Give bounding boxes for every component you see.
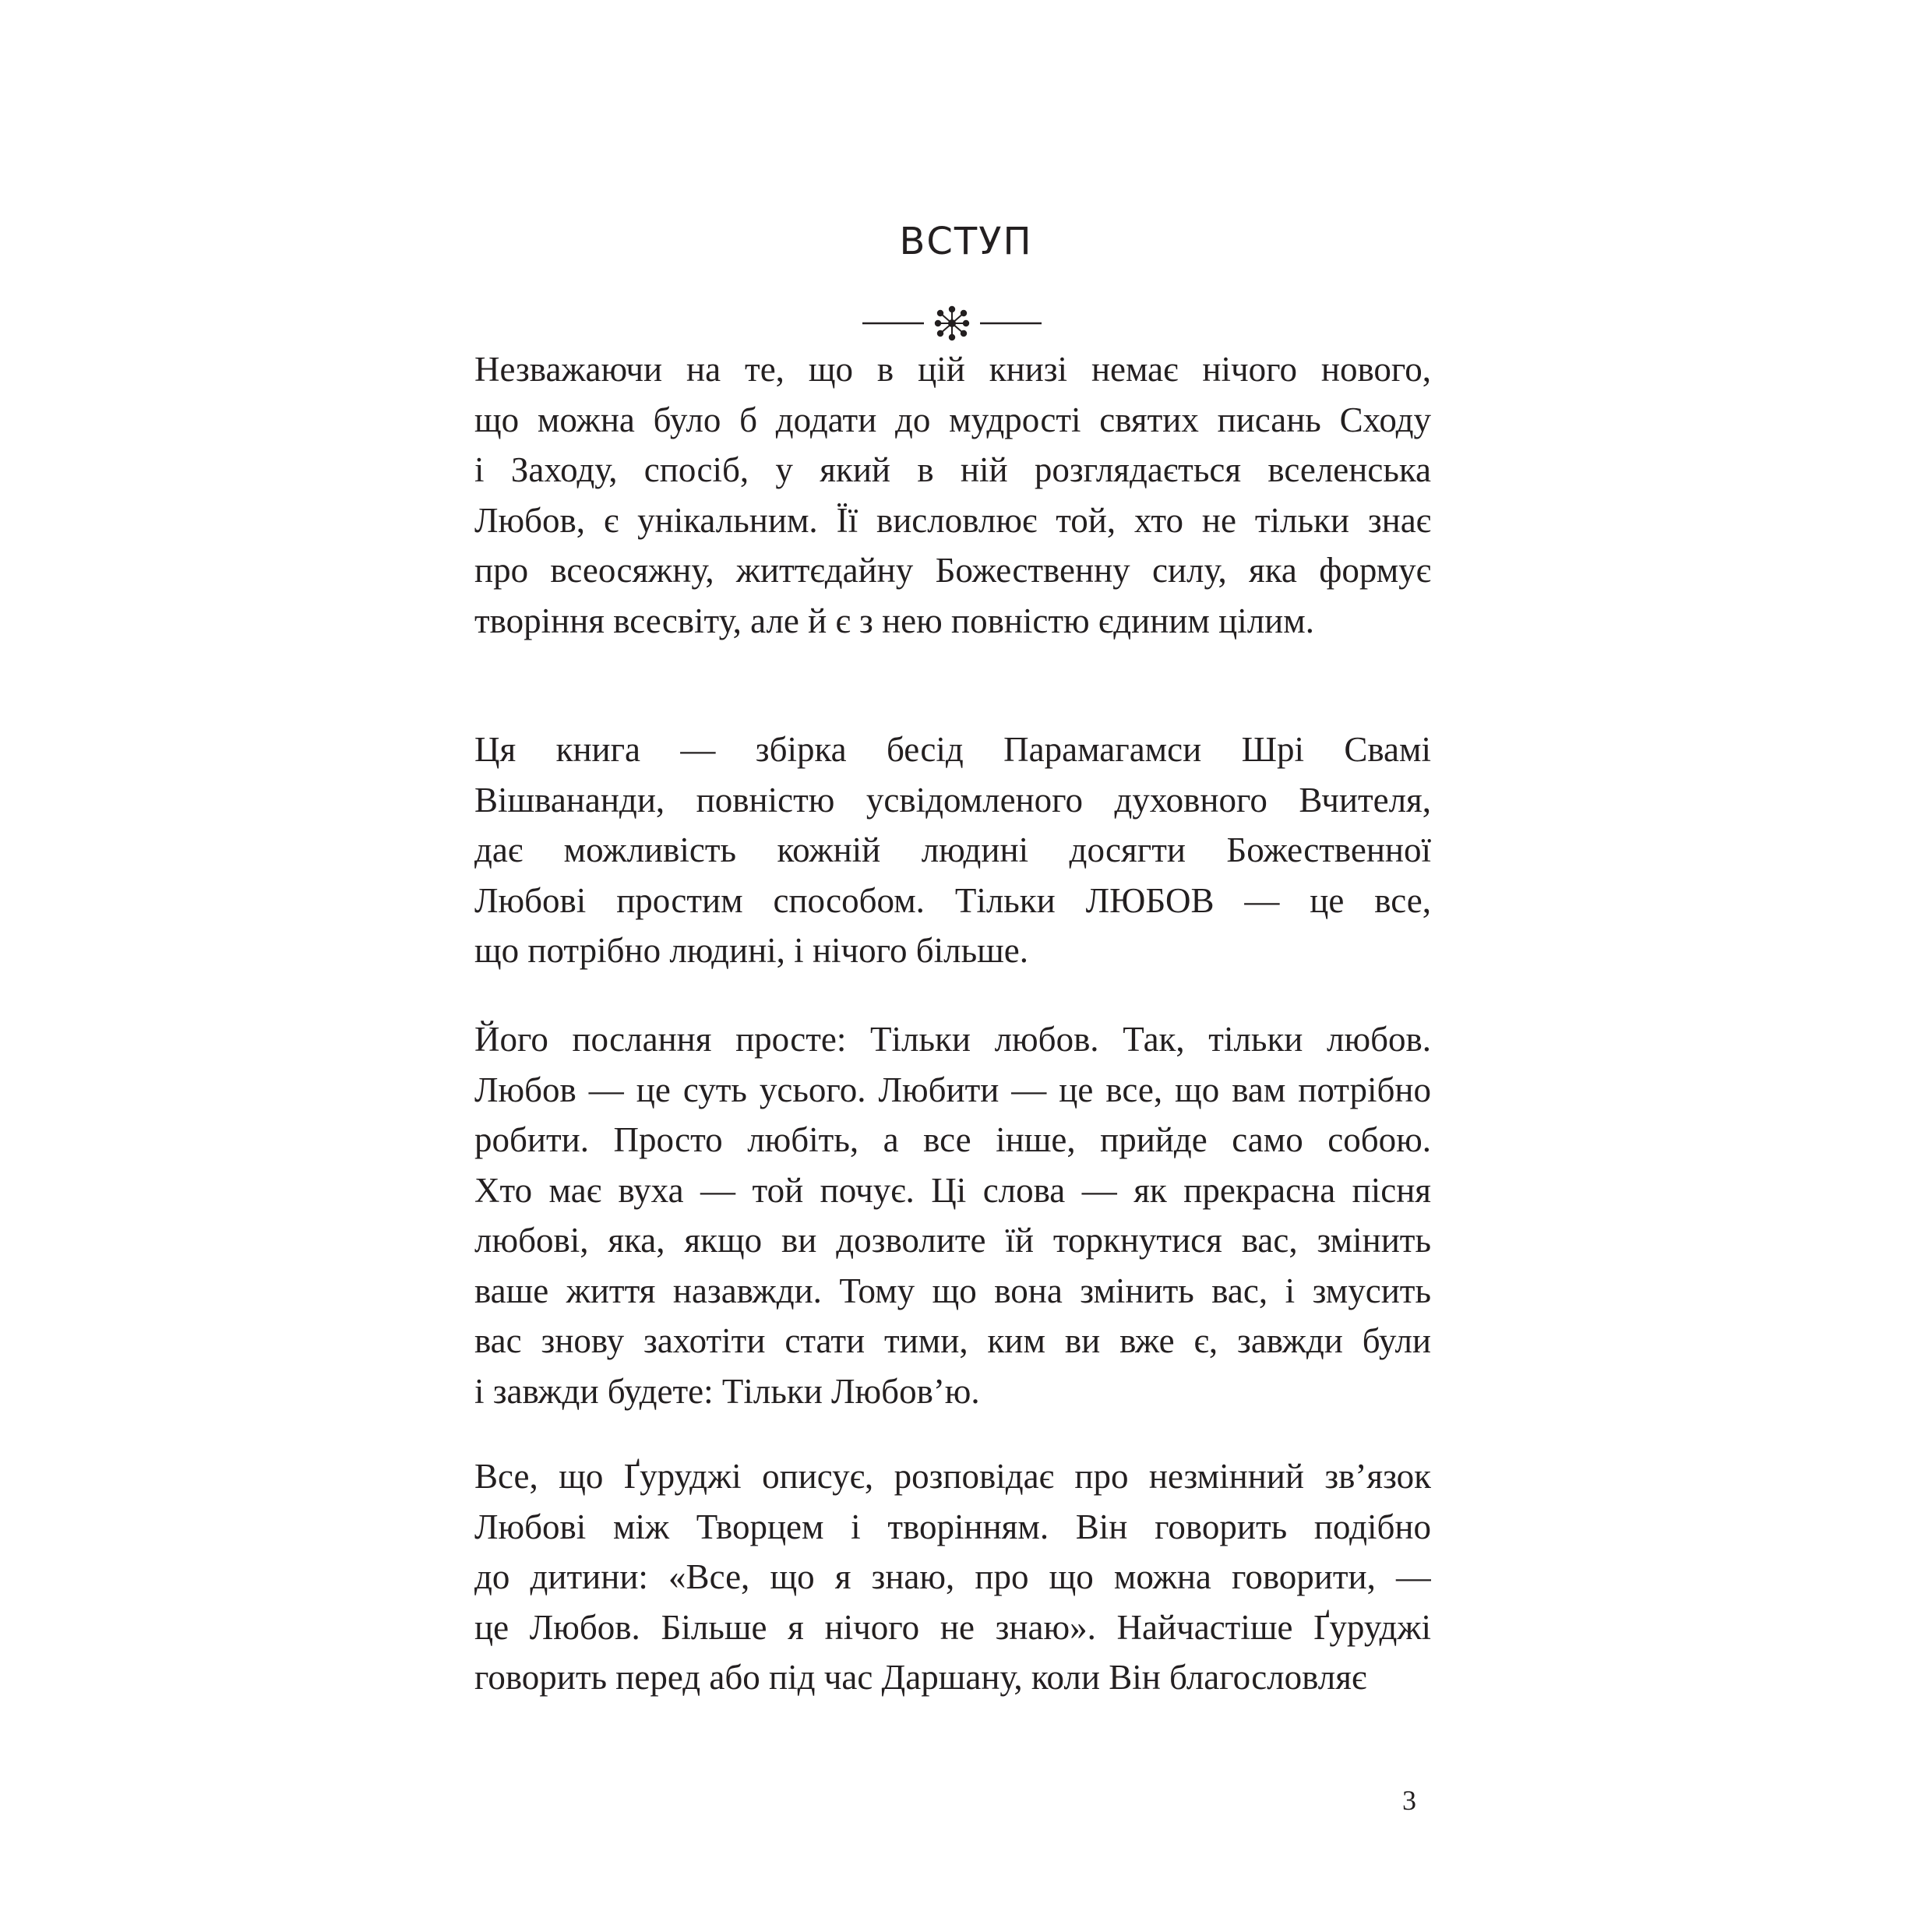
text-line: Любов — це суть усього. Любити — це все, що вам потрібно (474, 1070, 1431, 1109)
text-line: робити. Просто любіть, а все інше, прийде само собою. (474, 1120, 1431, 1159)
text-line: Любов, є унікальним. Її висловлює той, хто не тільки знає (474, 500, 1431, 540)
text-line: творіння всесвіту, але й є з нею повністю єдиним цілим. (474, 601, 1314, 640)
text-line: що можна було б додати до мудрості святих писань Сходу (474, 400, 1431, 439)
text-line: і завжди будете: Тільки Любов’ю. (474, 1371, 980, 1411)
text-line: Любові між Творцем і творінням. Він говорить подібно (474, 1507, 1431, 1546)
asterisk-flourish-icon (857, 305, 1044, 341)
text-line: любові, яка, якщо ви дозволите їй торкнутися вас, змінить (474, 1221, 1431, 1260)
text-line: до дитини: «Все, що я знаю, про що можна говорити, — (474, 1557, 1431, 1596)
paragraph-3 (474, 1014, 1431, 1416)
text-line: дає можливість кожній людині досягти Божественної (474, 830, 1431, 869)
text-line: про всеосяжну, життєдайну Божественну силу, яка формує (474, 551, 1431, 590)
text-line: вас знову захотіти стати тими, ким ви вже є, завжди були (474, 1321, 1431, 1360)
page-number: 3 (1402, 1785, 1416, 1816)
chapter-heading: ВСТУП (899, 220, 1033, 263)
paragraph-1 (474, 344, 1431, 646)
text-line: ваше життя назавжди. Тому що вона змінить вас, і змусить (474, 1271, 1431, 1310)
text-line: Хто має вуха — той почує. Ці слова — як прекрасна пісня (474, 1170, 1431, 1210)
paragraph-2 (474, 724, 1431, 976)
paragraph-4 (474, 1451, 1431, 1703)
text-line: що потрібно людині, і нічого більше. (474, 931, 1028, 970)
text-line: Любові простим способом. Тільки ЛЮБОВ — це все, (474, 880, 1431, 920)
text-line: Все, що Ґуруджі описує, розповідає про незмінний зв’язок (474, 1457, 1431, 1496)
text-line: Його послання просте: Тільки любов. Так, тільки любов. (474, 1020, 1431, 1059)
text-line: це Любов. Більше я нічого не знаю». Найчастіше Ґуруджі (474, 1607, 1431, 1647)
text-line: Ця книга — збірка бесід Парамагамси Шрі Свамі (474, 730, 1431, 769)
text-line: Вішвананди, повністю усвідомленого духовного Вчителя, (474, 780, 1431, 820)
text-line: говорить перед або під час Даршану, коли Він благословляє (474, 1658, 1367, 1697)
text-line: і Заходу, спосіб, у який в ній розглядається вселенська (474, 450, 1431, 489)
text-line: Незважаючи на те, що в цій книзі немає нічого нового, (474, 350, 1431, 389)
